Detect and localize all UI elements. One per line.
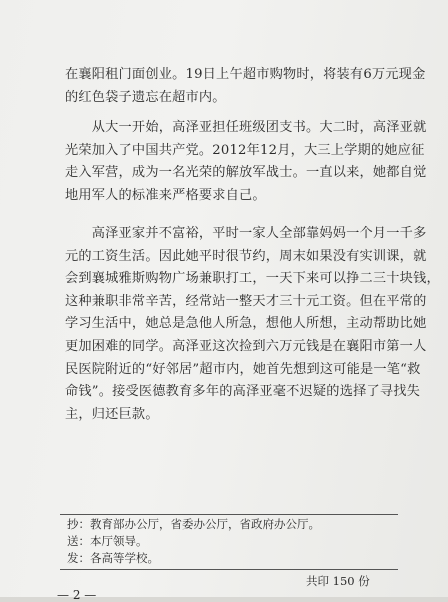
text-line: 走入军营，成为一名光荣的解放军战士。一直以来，她都自觉 [65,165,427,181]
text-line: 民医院附近的“好邻居”超市内，她首先想到这可能是一笔“救 [65,361,421,377]
distribution-issue: 发：各高等学校。 [67,551,159,565]
text-line: 元的工资生活。因此她平时很节约，周末如果没有实训课，就 [65,248,427,264]
paragraph-3 [65,223,440,426]
text-line: 这种兼职非常辛苦，经常站一整天才三十元工资。但在平常的 [65,293,427,309]
divider-bottom [60,569,398,570]
page-number: — 2 — [57,588,97,602]
divider-top [60,514,398,515]
text-line: 命钱”。接受医德教育多年的高泽亚毫不迟疑的选择了寻找失 [65,384,421,400]
text-line: 地用军人的标准来严格要求自己。 [65,187,266,203]
text-line: 从大一开始，高泽亚担任班级团支书。大二时，高泽亚就 [65,120,427,135]
distribution-list [67,516,320,567]
text-line: 主，归还巨款。 [65,406,159,422]
text-line: 的红色袋子遗忘在超市内。 [65,89,226,105]
text-line: 光荣加入了中国共产党。2012年12月，大三上学期的她应征 [65,142,425,158]
text-line: 更加困难的同学。高泽亚这次捡到六万元钱是在襄阳市第一人 [65,338,427,354]
distribution-send: 送：本厅领导。 [67,534,148,548]
text-line: 高泽亚家并不富裕，平时一家人全部靠妈妈一个月一千多 [65,226,427,241]
paragraph-2 [65,117,426,207]
text-line: 学习生活中，她总是急他人所急，想他人所想，主动帮助比她 [65,316,427,332]
paragraph-1 [65,64,425,109]
distribution-cc: 抄：教育部办公厅，省委办公厅，省政府办公厅。 [67,517,320,531]
text-line: 会到襄城雅斯购物广场兼职打工，一天下来可以挣二三十块钱， [65,271,440,287]
print-count: 共印 150 份 [306,574,370,588]
text-line: 在襄阳租门面创业。19日上午超市购物时，将装有6万元现金 [65,67,426,82]
